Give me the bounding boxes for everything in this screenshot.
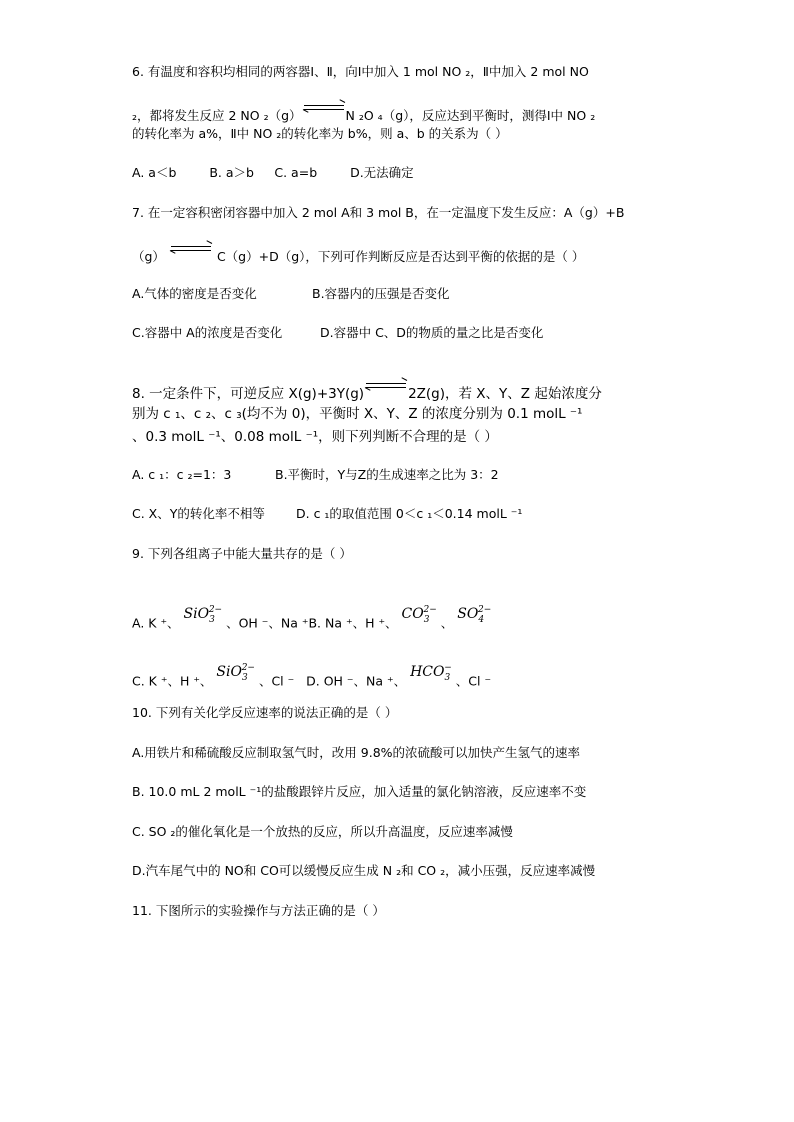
bicarbonate-ion: $HCO_3^-$	[410, 663, 452, 683]
q7-options-cd: C.容器中 A的浓度是否变化 D.容器中 C、D的物质的量之比是否变化	[132, 325, 544, 340]
equilibrium-arrow-icon	[366, 380, 406, 394]
q10-option-d: D.汽车尾气中的 NO和 CO可以缓慢反应生成 N ₂和 CO ₂，减小压强，反应速率减慢	[132, 863, 596, 878]
q8-line-1: 8. 一定条件下，可逆反应 X(g)+3Y(g) 2Z(g)，若 X、Y、Z 起始浓度分	[132, 380, 602, 403]
carbonate-ion: $CO_3^{2-}$	[401, 605, 437, 625]
q6-line-3: 的转化率为 a%，Ⅱ中 NO ₂的转化率为 b%，则 a、b 的关系为（ ）	[132, 126, 508, 141]
sulfate-ion: $SO_4^{2-}$	[457, 605, 492, 625]
q8-line-2: 别为 c ₁、c ₂、c ₃(均不为 0)，平衡时 X、Y、Z 的浓度分别为 0.1 molL ⁻¹	[132, 406, 583, 422]
q6-line-2: ₂，都将发生反应 2 NO ₂（g） N ₂O ₄（g），反应达到平衡时，测得Ⅰ中 NO ₂	[132, 102, 595, 125]
q6-line-1: 6. 有温度和容积均相同的两容器Ⅰ、Ⅱ，向Ⅰ中加入 1 mol NO ₂，Ⅱ中加入 2 mol NO	[132, 64, 589, 79]
q8-line-3: 、0.3 molL ⁻¹、0.08 molL ⁻¹，则下列判断不合理的是（ ）	[132, 429, 498, 445]
q10-option-a: A.用铁片和稀硫酸反应制取氢气时，改用 9.8%的浓硫酸可以加快产生氢气的速率	[132, 745, 581, 760]
q10-option-b: B. 10.0 mL 2 molL ⁻¹的盐酸跟锌片反应，加入适量的氯化钠溶液，反应速率不变	[132, 784, 587, 799]
q10-option-c: C. SO ₂的催化氧化是一个放热的反应，所以升高温度，反应速率减慢	[132, 824, 513, 839]
silicate-ion: SiO$_3^{2-}$	[183, 605, 223, 625]
q9-line-1: 9. 下列各组离子中能大量共存的是（ ）	[132, 546, 352, 561]
q9-options-ab: A. K ⁺、 SiO$_3^{2-}$ 、OH ⁻、Na ⁺B. Na ⁺、H ⁺、 $CO_3^{2-}$ 、 $SO_4^{2-}$	[132, 605, 492, 631]
silicate-ion: SiO$_3^{2-}$	[216, 663, 255, 683]
q10-line-1: 10. 下列有关化学反应速率的说法正确的是（ ）	[132, 705, 398, 720]
equilibrium-arrow-icon	[304, 102, 344, 116]
equilibrium-arrow-icon	[171, 243, 211, 257]
q8-options-cd: C. X、Y的转化率不相等 D. c ₁的取值范围 0＜c ₁＜0.14 molL ⁻¹	[132, 506, 523, 521]
q9-options-cd: C. K ⁺、H ⁺、 SiO$_3^{2-}$ 、Cl ⁻ D. OH ⁻、Na ⁺、 $HCO_3^-$ 、Cl ⁻	[132, 663, 492, 689]
q8-options-ab: A. c ₁：c ₂=1：3 B.平衡时，Y与Z的生成速率之比为 3：2	[132, 467, 499, 482]
q7-line-1: 7. 在一定容积密闭容器中加入 2 mol A和 3 mol B，在一定温度下发生反应：A（g）+B	[132, 205, 625, 220]
q7-line-2: （g） C（g）+D（g），下列可作判断反应是否达到平衡的依据的是（ ）	[132, 243, 584, 266]
q7-options-ab: A.气体的密度是否变化 B.容器内的压强是否变化	[132, 286, 450, 301]
q11-line-1: 11. 下图所示的实验操作与方法正确的是（ ）	[132, 903, 385, 918]
q6-options: A. a＜b B. a＞b C. a=b D.无法确定	[132, 165, 414, 180]
